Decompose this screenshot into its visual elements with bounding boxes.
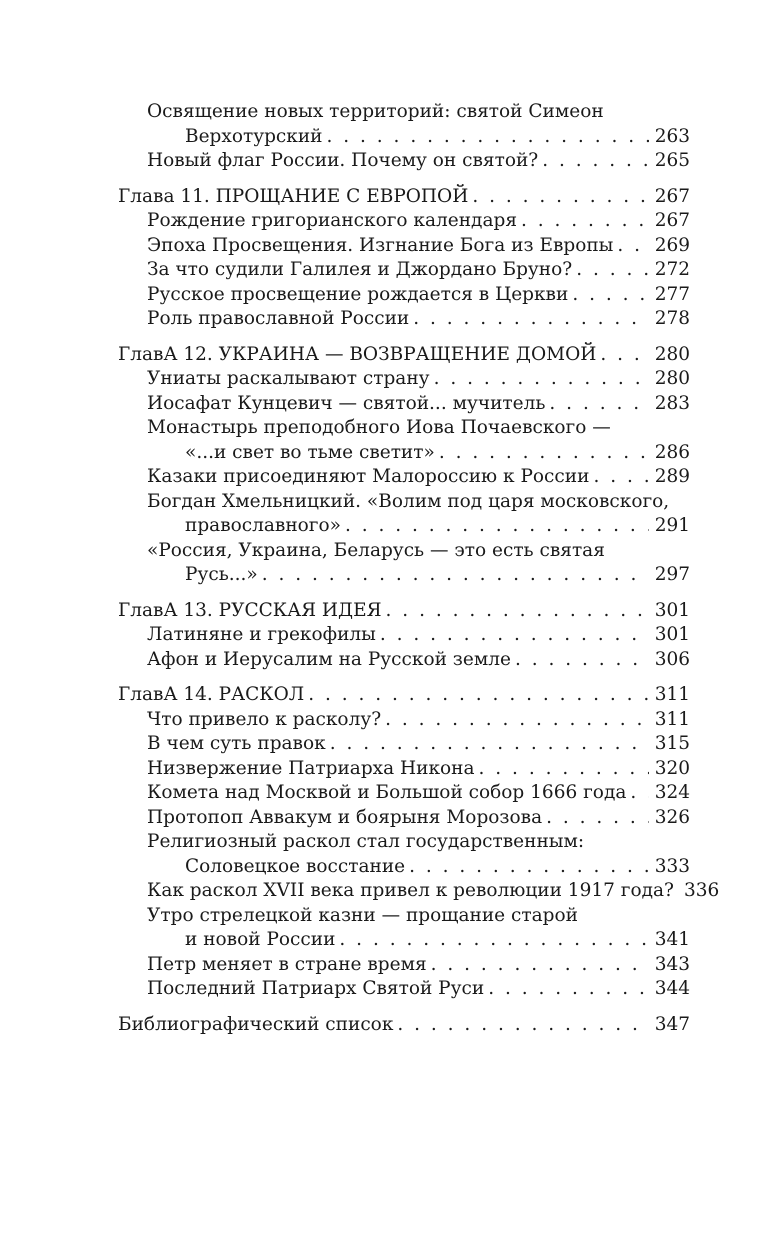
toc-section — [118, 806, 690, 831]
toc-entry-title: Что привело к расколу? — [147, 708, 382, 730]
toc-page-number: 283 — [654, 392, 690, 414]
toc-page-number: 326 — [654, 806, 690, 828]
dot-leader — [593, 465, 648, 490]
toc-entry-title: Новый флаг России. Почему он святой? — [147, 150, 539, 171]
toc-entry-line — [118, 599, 690, 624]
toc-page-number: 267 — [654, 185, 690, 207]
toc-entry-title: Протопоп Аввакум и боярыня Морозова — [147, 806, 543, 828]
toc-entry-title: Религиозный раскол стал государственным: — [147, 831, 585, 852]
toc-page-number: 289 — [654, 466, 690, 487]
toc-entry-title: Освящение новых территорий: святой Симеон — [147, 101, 604, 122]
toc-chapter — [118, 1013, 690, 1038]
dot-leader — [542, 149, 648, 174]
dot-leader — [630, 781, 648, 806]
toc-entry-title: Низвержение Патриарха Никона — [147, 757, 475, 779]
toc-page-number: 324 — [654, 782, 690, 803]
toc-entry-title: «...и свет во тьме светит» — [185, 441, 435, 463]
toc-section — [118, 781, 690, 806]
toc-entry-title: ГлавА 12. УКРАИНА — ВОЗВРАЩЕНИЕ ДОМОЙ — [118, 343, 597, 365]
toc-chapter — [118, 599, 690, 624]
toc-section — [118, 209, 690, 234]
toc-entry-line — [147, 781, 690, 806]
toc-entry-line — [147, 855, 690, 880]
toc-entry-line — [147, 928, 690, 953]
dot-leader — [549, 392, 648, 417]
dot-leader — [439, 441, 649, 466]
dot-leader — [330, 732, 649, 757]
toc-page-number: 297 — [654, 564, 690, 585]
toc-section — [118, 465, 690, 490]
toc-page-number: 306 — [654, 648, 690, 670]
dot-leader — [385, 708, 649, 733]
toc-entry-line — [147, 708, 690, 733]
toc-chapter — [118, 185, 690, 210]
dot-leader — [262, 563, 649, 588]
toc-page-number: 269 — [654, 234, 690, 256]
dot-leader — [345, 514, 649, 539]
dot-leader — [488, 977, 648, 1002]
toc-page-number: 311 — [654, 684, 690, 705]
dot-leader — [617, 234, 648, 259]
toc-entry-title: За что судили Галилея и Джордано Бруно? — [147, 259, 573, 280]
toc-entry-title: Глава 11. ПРОЩАНИЕ С ЕВРОПОЙ — [118, 185, 469, 207]
toc-page-number: 272 — [654, 259, 690, 280]
toc-section — [118, 708, 690, 733]
toc-chapter — [118, 683, 690, 708]
toc-entry-line — [147, 904, 690, 929]
toc-entry-line — [147, 392, 690, 417]
toc-entry-line — [118, 683, 690, 708]
toc-page-number: 333 — [654, 855, 690, 877]
toc-entry-title: Латиняне и грекофилы — [147, 624, 376, 645]
toc-section — [118, 977, 690, 1002]
toc-entry-line — [147, 125, 690, 150]
toc-entry-line — [147, 283, 690, 308]
dot-leader — [339, 928, 648, 953]
toc-entry-title: Библиографический список — [118, 1013, 394, 1035]
toc-section — [118, 307, 690, 332]
toc-section — [118, 234, 690, 259]
toc-entry-line — [147, 879, 720, 904]
toc-page-number: 280 — [654, 368, 690, 389]
toc-section — [118, 648, 690, 673]
toc-page-number: 286 — [654, 441, 690, 463]
dot-leader — [600, 343, 648, 368]
dot-leader — [397, 1013, 648, 1038]
toc-section — [118, 490, 690, 539]
toc-section — [118, 757, 690, 782]
toc-entry-line — [147, 732, 690, 757]
toc-entry-title: Верхотурский — [185, 125, 323, 147]
toc-section — [118, 830, 690, 879]
toc-entry-line — [147, 416, 690, 441]
toc-section — [118, 258, 690, 283]
toc-section — [118, 367, 690, 392]
toc-section — [118, 539, 690, 588]
toc-page-number: 267 — [654, 210, 690, 231]
toc-section — [118, 100, 690, 149]
toc-section — [118, 283, 690, 308]
toc-section — [118, 416, 690, 465]
toc-entry-line — [147, 149, 690, 174]
toc-entry-title: православного» — [185, 515, 341, 536]
toc-page-number: 301 — [654, 624, 690, 645]
toc-chapter — [118, 343, 690, 368]
toc-section — [118, 904, 690, 953]
dot-leader — [472, 185, 648, 210]
dot-leader — [308, 683, 649, 708]
toc-entry-line — [147, 100, 690, 125]
dot-leader — [386, 599, 649, 624]
toc-page-number: 265 — [654, 150, 690, 171]
toc-entry-title: Роль православной России — [147, 308, 410, 329]
toc-entry-title: Монастырь преподобного Иова Почаевского — — [147, 417, 611, 438]
toc-entry-title: ГлавА 13. РУССКАЯ ИДЕЯ — [118, 599, 382, 621]
toc-entry-line — [147, 830, 690, 855]
toc-entry-line — [147, 258, 690, 283]
toc-page-number: 311 — [654, 708, 690, 730]
toc-entry-title: Петр меняет в стране время — [147, 953, 427, 975]
toc-entry-title: Русь...» — [185, 564, 258, 585]
toc-entry-line — [118, 343, 690, 368]
toc-page-number: 277 — [654, 283, 690, 305]
toc-entry-line — [118, 1013, 690, 1038]
toc-entry-line — [147, 648, 690, 673]
toc-entry-title: Богдан Хмельницкий. «Волим под царя московского, — [147, 490, 670, 512]
toc-section — [118, 392, 690, 417]
toc-entry-title: Последний Патриарх Святой Руси — [147, 978, 485, 999]
toc-entry-title: Русское просвещение рождается в Церкви — [147, 283, 569, 305]
toc-entry-line — [147, 514, 690, 539]
dot-leader — [546, 806, 649, 831]
toc-entry-line — [147, 234, 690, 259]
toc-entry-line — [147, 563, 690, 588]
toc-entry-title: Эпоха Просвещения. Изгнание Бога из Европы — [147, 234, 614, 256]
toc-entry-line — [147, 490, 690, 515]
dot-leader — [572, 283, 648, 308]
toc-page-number: 291 — [654, 515, 690, 536]
toc-entry-title: ГлавА 14. РАСКОЛ — [118, 684, 305, 705]
toc-page-number: 280 — [654, 343, 690, 365]
toc-entry-title: Униаты раскалывают страну — [147, 368, 430, 389]
toc-entry-line — [147, 757, 690, 782]
toc-page-number: 341 — [654, 929, 690, 950]
toc-section — [118, 879, 720, 904]
toc-page-number: 278 — [654, 308, 690, 329]
dot-leader — [576, 258, 648, 283]
toc-entry-title: Казаки присоединяют Малороссию к России — [147, 466, 590, 487]
toc-page-number: 343 — [654, 953, 690, 975]
toc-entry-title: Соловецкое восстание — [185, 855, 406, 877]
dot-leader — [409, 855, 649, 880]
toc-page-number: 336 — [683, 880, 720, 901]
toc-entry-line — [147, 307, 690, 332]
dot-leader — [327, 125, 649, 150]
toc-page-number: 320 — [654, 757, 690, 779]
dot-leader — [380, 623, 649, 648]
toc-entry-title: Как раскол XVII века привел к революции 1917 года? — [147, 880, 674, 901]
toc-entry-line — [147, 539, 690, 564]
dot-leader — [434, 367, 649, 392]
toc-entry-line — [147, 806, 690, 831]
toc-entry-title: Иосафат Кунцевич — святой... мучитель — [147, 392, 546, 414]
toc-entry-line — [147, 367, 690, 392]
dot-leader — [431, 953, 649, 978]
dot-leader — [515, 648, 649, 673]
toc-entry-line — [147, 977, 690, 1002]
toc-page-number: 301 — [654, 599, 690, 621]
toc-page-number: 263 — [654, 125, 690, 147]
toc-section — [118, 732, 690, 757]
toc-entry-line — [147, 209, 690, 234]
toc-page-number: 315 — [654, 733, 690, 754]
dot-leader — [521, 209, 649, 234]
toc-entry-line — [147, 623, 690, 648]
toc-entry-line — [147, 441, 690, 466]
toc-section — [118, 149, 690, 174]
toc-entry-title: Рождение григорианского календаря — [147, 210, 517, 231]
toc-entry-title: Утро стрелецкой казни — прощание старой — [147, 904, 578, 926]
toc-entry-line — [147, 953, 690, 978]
table-of-contents — [118, 100, 720, 1037]
toc-section — [118, 953, 690, 978]
toc-entry-title: Комета над Москвой и Большой собор 1666 года — [147, 782, 627, 803]
toc-entry-line — [147, 465, 690, 490]
dot-leader — [479, 757, 649, 782]
toc-page-number: 344 — [654, 978, 690, 999]
toc-entry-title: В чем суть правок — [147, 733, 326, 754]
toc-entry-line — [118, 185, 690, 210]
toc-section — [118, 623, 690, 648]
toc-entry-title: и новой России — [185, 929, 336, 950]
toc-entry-title: Афон и Иерусалим на Русской земле — [147, 648, 511, 670]
toc-entry-title: «Россия, Украина, Беларусь — это есть святая — [147, 539, 605, 561]
toc-page-number: 347 — [654, 1013, 690, 1035]
dot-leader — [413, 307, 648, 332]
